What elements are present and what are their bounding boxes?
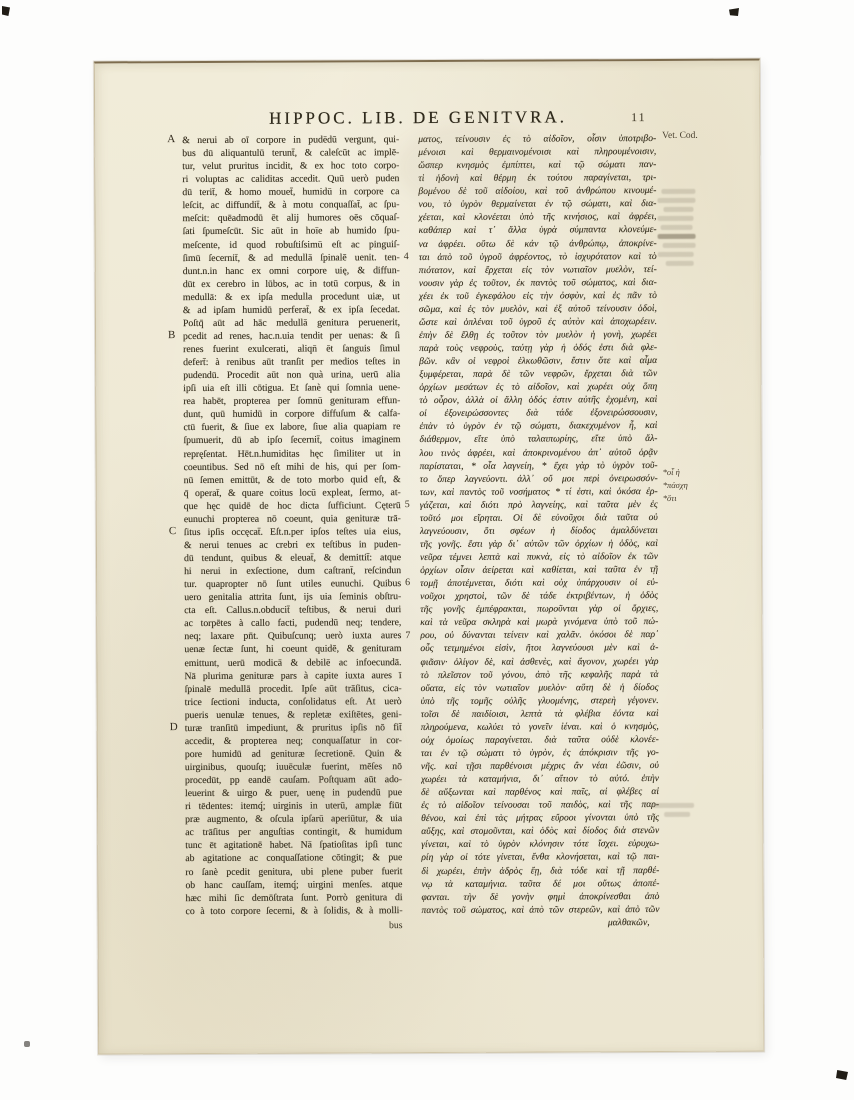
greek-text-line: των, καὶ παντὸς τοῦ νοσήματος * τί ἐστι, καὶ ὁκόσα ἐρ- [419, 485, 658, 498]
catchword: bus [388, 920, 403, 932]
latin-text-line: ri voluptas ac caliditas accedit. Quū uerò puden [182, 173, 400, 186]
latin-text-line: dū terit̄, & homo mouet̄, humidū in corpore ca [182, 186, 400, 199]
greek-text-line: οὔατα, εἰς τὸν νωτιαῖον μυελὸν· αὕτη δὲ ἡ δίοδος [420, 681, 659, 694]
latin-text-line: ſpumuerit, dū ab ipſo ſecernit̄, coitus imaginem [183, 434, 401, 447]
greek-text-line: τὸ οὖρον, ἀλλὰ οἱ ἄλλη ὁδός ἐστιν αὐτῆς ἐχομένη, καὶ [419, 394, 658, 407]
latin-text-line: tur, velut pruritus incidit, & ex hoc toto corpo- [182, 160, 400, 173]
latin-text-line: ſpinalē medullā procedit. Ipſe aūt trāſitus, cica- [184, 682, 402, 695]
latin-text-line: rea habēt, propterea per ſomnū genituram effun- [183, 395, 401, 408]
greek-text-line: οἱ ἐξονειρώσσοντες διὰ τάδε ἐξονειρώσσουσιν, [419, 407, 658, 420]
running-title: HIPPOC. LIB. DE GENITVRA. [269, 107, 568, 128]
latin-text-line: Poſtq̄ aūt ad hāc medullā genitura peruenerit, [182, 316, 401, 329]
latin-text-line: trice ſectioni inducta, conſolidatus eſt. At uerò [184, 695, 402, 708]
greek-text-line: αὔξης, καὶ στομοῦνται, καὶ ὁδὸς καὶ δίοδος διὰ στενῶν [421, 825, 660, 838]
greek-text-line: ρίη γὰρ οἱ τότε γίνεται, ἔνθα κλονήσεται, καὶ τῷ παι- [421, 851, 660, 864]
bleed-through-marginalia-bottom [652, 803, 698, 821]
greek-text-line: γίνεται, καὶ τὸ ὑγρὸν κλόνησιν τότε ἴσχει. εὐρυχω- [421, 838, 660, 851]
latin-text-line: pueris uenulæ tenues, & repletæ exiſtētes, geni- [184, 708, 402, 721]
latin-text-line: tur. quapropter nō ſunt utiles eunuchi. Quibus [184, 578, 402, 591]
latin-text-line: repręſentat. Hēt.n.humiditas hęc ſimiliter ut in [183, 447, 401, 460]
paper-stain [278, 682, 399, 833]
latin-text-line: ac torpētes à callo facti, pudendū neq; tendere, [184, 617, 402, 630]
greek-text-line: παρὰ τοὺς νεφροὺς, ταύτῃ γὰρ ἡ ὁδός ἐστι διὰ φλε- [419, 342, 658, 355]
greek-text-line: παντὸς τοῦ σώματος, καὶ ἀπὸ τῶν στερεῶν, καὶ ἀπὸ τῶν [421, 903, 660, 916]
greek-text-line: γάζεται, καὶ διότι πρὸ λαγνείης, καὶ ταῦτα μὲν ἐς [419, 498, 658, 511]
latin-text-line: co à toto corpore ſecerni, & à ſolidis, & à molli- [185, 904, 403, 917]
paragraph-number: 5 [404, 499, 410, 511]
latin-text-line: coeuntibus. Sed nō eſt mihi de his, qui per ſom- [183, 460, 401, 473]
greek-text-line: τὶ ἡδονὴ καὶ θέρμη ἐκ τούτου παραγίνεται, τρι- [418, 172, 657, 185]
greek-text-line: νεῦρα τέμνει λεπτὰ καὶ πυκνὰ, εἰς τὸ αἰδοῖον ἐκ τῶν [419, 551, 659, 564]
latin-text-line: uirginibus, quouſq; iuuēculæ fuerint, mēſes nō [184, 761, 402, 774]
greek-text-line: οὖς τετμημένοι εἰσὶν, ἤτοι λαγνεύουσι μὲν καὶ ἀ- [420, 642, 659, 655]
latin-text-line: ſimū ſecernit̄, & ad medullā ſpinalē uenit. ten- [182, 251, 400, 264]
greek-text-line: το ὅπερ λαγνεύοντι. ἀλλ᾽ οὔ μοι περὶ ὀνειρωσσόν- [419, 472, 658, 485]
latin-text-line: hæc mihi ſic demōſtrata ſunt. Porrò genitura di [185, 891, 403, 904]
latin-text-line: q̄ operat̄, & quare coitus locū expleat, ſermo, at- [183, 486, 401, 499]
latin-text-line: bus dū aliquantulū terunt̄, & caleſcūt ac implē- [182, 147, 400, 160]
greek-text-line: παρίσταται, * οἷα λαγνείη, * ἔχει γὰρ τὸ ὑγρὸν τοῦ- [419, 459, 658, 472]
section-letter: C [168, 525, 177, 538]
latin-text-line: ro ſanè pcedit genitura, ubi plene puber fuerit [185, 865, 403, 878]
latin-text-line: eunuchi propterea nō coeunt, quia genituræ trā- [183, 512, 401, 525]
latin-text-line: ab agitatione ac conquaſſatione cōtingit; & pue [185, 852, 403, 865]
latin-text-line: & nerui ab oī corpore in pudēdū vergunt, qui- [182, 134, 400, 147]
greek-text-line: πληρούμενα, κωλύει τὸ γονεῖν ἰέναι. καὶ ὁ κνησμὸς, [420, 720, 659, 733]
greek-text-line: δὶ χωρέει, ἐπὴν ἁδρὸς ἔῃ, διὰ τόδε καὶ τῇ παρθέ- [421, 864, 660, 877]
latin-text-line: ipſi uia eſt illi cōtigua. Et ſanè qui ſomnia uene- [183, 382, 401, 395]
page-number: 11 [631, 110, 647, 125]
section-letter: D [169, 721, 178, 734]
latin-text-line: leuerint & uirgo & puer, uenę in pudendū pue [185, 787, 403, 800]
greek-text-line: ρου, οὐ δύνανται τείνειν καὶ χαλᾶν. ὁκόσοι δὲ παρ᾽ [420, 629, 659, 642]
greek-margin-note: *οἷ ἡ [662, 466, 680, 477]
greek-text-line: ται ἀπὸ τοῦ ὑγροῦ ἀφρέοντος, τὸ ἰσχυρότατον καὶ τὸ [418, 250, 657, 263]
greek-text-line: διάθερμον, εἴτε ὑπὸ ταλαιπωρίης, εἴτε ὑπὸ ἄλ- [419, 433, 658, 446]
greek-text-line: ὑπὸ τῆς τομῆς οὐλῆς γλυομένης, στερεὴ γέγονεν. [420, 694, 659, 707]
latin-text-line: dunt, quū humidū in corpore diffuſum & calfa- [183, 408, 401, 421]
book-page [94, 59, 764, 1055]
greek-text-line: ται ἐν τῷ σώματι τὸ ὑγρὸν, ἐς ἀπόκρισιν τῆς γο- [420, 746, 659, 759]
greek-margin-note: *ὅτι [662, 492, 677, 504]
latin-text-line: cta eſt. Callus.n.obducit̄ teſtibus, & nerui duri [184, 604, 402, 617]
section-letter: B [168, 329, 176, 342]
greek-text-line: βομένου δὲ τοῦ αἰδοίου, καὶ τοῦ ἀνθρώπου κινουμέ- [418, 185, 657, 198]
greek-text-line: νουσιν γὰρ ἐς τοῦτον, ἐκ παντὸς τοῦ σώματος, καὶ δια- [418, 276, 657, 289]
greek-text-line: ἐπὰν τὸ ὑγρὸν ἐν τῷ σώματι, διακεχυμένον ἦ, καὶ [419, 420, 658, 433]
paper-stain [395, 121, 555, 212]
latin-text-line: meſcente, id quod robuſtiſsimū eſt ac pinguiſ- [182, 238, 400, 251]
greek-margin-note: *πάσχη [662, 479, 688, 490]
greek-text-line: ἐς τὸ αἰδοῖον τείνουσαι τοῦ παιδὸς, καὶ τῆς παρ- [421, 799, 660, 812]
latin-text-line: ob hanc cauſſam, itemq́; uirgini menſes. atque [185, 878, 403, 891]
greek-text-line: σῶμα, καὶ ἐς τὸν μυελὸν, καὶ ἐξ αὐτοῦ τείνουσιν ὁδοὶ, [418, 302, 657, 315]
greek-text-line: να ἀφρέει. οὕτω δὲ κἀν τῷ ἀνθρώπῳ, ἀποκρίνε- [418, 237, 657, 250]
bleed-through-marginalia-top [657, 189, 697, 270]
latin-text-line: nū ſemen emittūt, & de toto morbo quid eſt, & [183, 473, 401, 486]
margin-source-note: Vet. Cod. [662, 130, 698, 141]
latin-text-line: pore humidū ad genituræ ſecretionē. Quin & [184, 748, 402, 761]
greek-text-line: καὶ τὰ νεῦρα σκληρὰ καὶ μωρὰ γινόμενα ὑπὸ τοῦ πώ- [420, 616, 659, 629]
greek-text-line: τοῦτό μοι εἴρηται. Οἱ δὲ εὐνοῦχοι διὰ ταῦτα οὐ [419, 511, 658, 524]
latin-text-line: pudendū. Procedit aūt non quà urina, uerū alia [183, 369, 401, 382]
paragraph-number: 7 [405, 629, 411, 641]
greek-text-line: τῆς γονῆς ἐμπέφρακται, πωροῦνται γὰρ οἱ ὄρχιες, [420, 603, 659, 616]
greek-text-line: ὥσπερ κνησμὸς ἐμπίπτει, καὶ τῷ σώματι παν- [418, 159, 657, 172]
greek-text-line: δὲ αὔξωνται καὶ παρθένος καὶ παῖς, αἱ φλέβες αἱ [421, 786, 660, 799]
latin-text-line: accedit, & propterea neq; conquaſſatur in cor- [184, 734, 402, 747]
latin-text-line: pcedit ad renes, hac.n.uia tendit per uenas: & ſi [183, 330, 401, 343]
latin-text-line: ſati ſpumeſcūt. Sic aūt in hoīe ab humido ſpu- [182, 225, 400, 238]
latin-text-line: ctū fuerit, & ſiue ex labore, ſiue alia quapiam re [183, 421, 401, 434]
latin-text-line: ri tēdentes: itemq́; uirginis in uterū, amplæ fiūt [185, 800, 403, 813]
greek-text-line: πιότατον, καὶ ἔρχεται εἰς τὸν νωτιαῖον μυελὸν, τεί- [418, 263, 657, 276]
greek-text-line: φιᾶσιν· ὀλίγον δὲ, καὶ ἀσθενὲς, καὶ ἄγονον, χωρέει γὰρ [420, 655, 659, 668]
greek-text-line: νοῦχοι χρηστοὶ, τῶν δὲ τάδε ἐκτριβέντων, ἡ ὁδὸς [420, 590, 659, 603]
greek-text-line: τὸ πλεῖστον τοῦ γόνου, ἀπὸ τῆς κεφαλῆς παρὰ τὰ [420, 668, 659, 681]
latin-text-line: emittunt, uerū modicā & debilē ac infoecundā. [184, 656, 402, 669]
latin-text-line: tunc ēt agitationē habet. Nā ſpatioſitas ipſi tunc [185, 839, 403, 852]
section-letter: A [167, 133, 176, 146]
greek-text-line: ὀρχίων οἷσιν ἀείρεται καὶ καθίεται, καὶ ταῦτα ἐν τῇ [420, 564, 659, 577]
latin-text-line: præ augmento, & oſcula ipſarū aperiūtur, & uia [185, 813, 403, 826]
greek-text-line: ἐπὴν δὲ ἔλθῃ ἐς τοῦτον τὸν μυελὸν ἡ γονὴ, χωρέει [419, 328, 658, 341]
latin-text-line: ac trāſitus per anguſtias contingit, & humidum [185, 826, 403, 839]
latin-text-line: dūt ex cerebro in lūbos, ac in totū corpus, & in [182, 277, 400, 290]
greek-text-line: καθάπερ καὶ τ᾽ ἄλλα ὑγρὰ σύμπαντα κλονεύμε- [418, 224, 657, 237]
margin-annotations [95, 61, 759, 64]
greek-text-column [418, 132, 659, 930]
paragraph-number: 6 [405, 577, 411, 589]
greek-text-line: ὥστε καὶ ὁπλέναι τοῦ ὑγροῦ ἐς αὐτὸν καὶ ἀποχωρέειν. [418, 315, 658, 328]
greek-text-line: φανται. τὴν δὲ γονὴν φημὶ ἀποκρίνεσθαι ἀπὸ [421, 890, 660, 903]
paragraph-number: 4 [403, 250, 409, 262]
scan-artifact [729, 8, 739, 16]
greek-text-line: μένοισι καὶ θερμαινομένοισι καὶ πληρουμένοισιν, [418, 146, 657, 159]
greek-text-line: χέεται, καὶ κλονέεται ὑπὸ τῆς κινήσιος, καὶ ἀφρέει, [418, 211, 657, 224]
greek-text-line: χέει ἐκ τοῦ ἐγκεφάλου εἰς τὴν ὀσφὺν, καὶ ἐς πᾶν τὸ [418, 289, 657, 302]
greek-text-line: νῳ τὰ καταμήνια. ταῦτα δέ μοι οὕτως ἀποπέ- [421, 877, 660, 890]
scan-artifact [2, 6, 10, 16]
latin-text-line: hi nerui in exſectione, dum caſtrant̄, reſcindun [184, 565, 402, 578]
latin-text-line: dū tendunt, quibus & eleuat̄, & demittit̄: atque [183, 552, 402, 565]
latin-text-line: meſcit: quēadmodū ēt alij humores oēs cōquaſ- [182, 212, 400, 225]
greek-text-line: βῶν. κἂν οἱ νεφροὶ ἑλκωθῶσιν, ἔστιν ὅτε καὶ αἷμα [419, 355, 658, 368]
greek-text-line: μαλθακῶν, [607, 916, 650, 928]
latin-text-line: procedūt, pp eandē cauſam. Poſtquam aūt ado- [184, 774, 402, 787]
greek-text-line: νῆς. καὶ τῇσι παρθένοισι μέχρις ἂν νέαι ἐῶσιν, οὐ [420, 759, 659, 773]
greek-text-line: ὀρχίων μεσάτων ἐς τὸ αἰδοῖον, καὶ χωρέει οὐχ ὅπη [419, 381, 658, 394]
greek-text-line: ξυμφέρεται, παρὰ δὲ τῶν νεφρῶν, ἔρχεται διὰ τῶν [419, 368, 658, 381]
latin-text-line: & nerui tenues ac crebri ex teſtibus in puden- [183, 539, 401, 552]
latin-text-line: ſitus ipſis occęcat̄. Eſt.n.per ipſos teſtes uia eius, [183, 525, 401, 538]
greek-text-line: θένου, καὶ ἐπὶ τὰς μήτρας εὔροοι γίνονται ὑπὸ τῆς [421, 812, 660, 825]
greek-text-line: οὐχ ὁμοίως παραγίνεται. διὰ ταῦτα οὐδὲ κλονέε- [420, 733, 659, 746]
greek-text-line: λου τινὸς ἀφρέει, καὶ ἀποκρινομένου ἀπ᾽ αὐτοῦ ὁρᾷν [419, 446, 658, 459]
greek-text-line: τομῇ ἀποτέμνεται, διότι καὶ οὐχ ὑπάρχουσιν οἱ εὐ- [420, 577, 659, 590]
latin-text-line: defert̄: à renibus aūt tranſit per medios teſtes in [183, 356, 401, 369]
greek-text-line: λαγνεύουσιν, ὅτι σφέων ἡ δίοδος ἀμαλδύνεται [419, 524, 658, 537]
greek-text-line: χωρέει τὰ καταμήνια, δι᾽ αἴτιον τὸ αὐτό. ἐπὴν [420, 773, 659, 786]
scan-artifact [24, 1041, 30, 1047]
latin-text-line: Nā plurima genituræ pars à capite iuxta aures ī [184, 669, 402, 682]
latin-text-line: dunt.n.in hanc ex omni corpore uię, & diffun- [182, 264, 400, 277]
latin-text-line: renes fuerint exulcerati, aliqn̄ ēt ſanguis ſimul [183, 343, 401, 356]
scan-artifact [836, 1070, 848, 1080]
greek-text-line: τοῖσι δὲ παιδίοισι, λεπτὰ τὰ φλέβια ἐόντα καὶ [420, 707, 659, 720]
latin-text-line: que hęc quidē de hoc dicta ſufficiunt. Cęterū [183, 499, 401, 512]
latin-text-line: uero genitalia attrita ſunt, ijs uia ſeminis obſtru- [184, 591, 402, 604]
latin-text-line: medullā: & ex ipſa medulla procedunt uiæ, ut [182, 290, 400, 303]
greek-text-line: τῆς γονῆς. ἔστι γὰρ δι᾽ αὐτῶν τῶν ὀρχίων ἡ ὁδὸς, καὶ [419, 537, 658, 550]
latin-text-line: leſcit, ac diffundit̄, & à motu conquaſſat̄, ac ſpu- [182, 199, 400, 212]
latin-text-line: neq; laxare pn̄t. Quibuſcunq; uerò iuxta aures [184, 630, 402, 643]
latin-text-line: turæ tranſitū impediunt, & pruritus ipſis nō fit̄ [184, 721, 402, 734]
latin-text-line: & ad ipſam humidū perferat̄, & ex ipſa ſecedat. [182, 303, 400, 316]
greek-text-line: νου, τὸ ὑγρὸν θερμαίνεται ἐν τῷ σώματι, καὶ δια- [418, 198, 657, 211]
latin-text-line: uenæ ſectæ ſunt, hi coeunt quidē, & genituram [184, 643, 402, 656]
greek-text-line: ματος, τείνουσιν ἐς τὸ αἰδοῖον, οἷσιν ὑποτριβο- [418, 133, 657, 146]
